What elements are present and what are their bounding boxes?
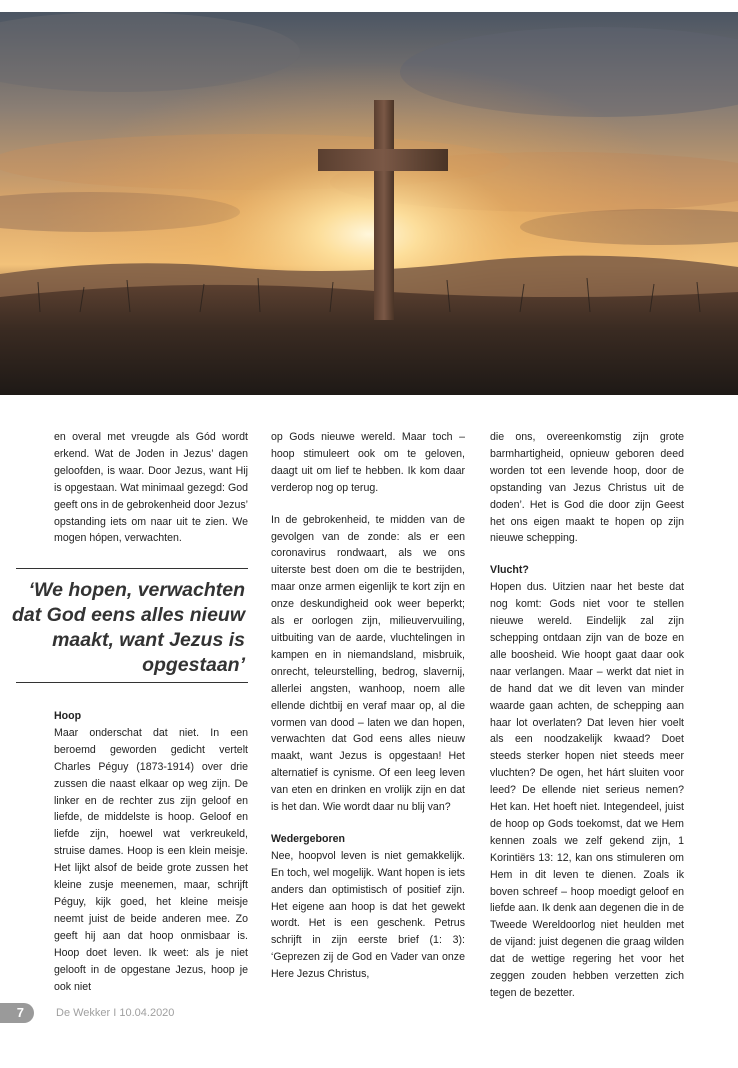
- page-footer: [0, 1003, 738, 1023]
- paragraph-col3-1: die ons, overeenkomstig zijn grote barmhartigheid, opnieuw geboren deed worden tot een levende hoop, door de opstanding van Jezus Christus uit de doden’. Het is God die door zijn Geest het ons eigen maakt te hopen op zijn nieuwe schepping.: [490, 431, 684, 545]
- hero-image-cross-sunset: [0, 12, 738, 395]
- paragraph-intro: en overal met vreugde als Gód wordt erkend. Wat de Joden in Jezus’ dagen geloofden, is waar. Door Jezus, want Hij is opgestaan. Wat minimaal gezegd: God geeft ons in de gebrokenheid door Jezus’ opstanding iets om naar uit te zien. We mogen hópen, verwachten.: [54, 431, 248, 545]
- pull-quote-rule-top: [16, 568, 248, 569]
- publication-info: De Wekker I 10.04.2020: [56, 1007, 175, 1019]
- pull-quote: ‘We hopen, verwachten dat God eens alles nieuw maakt, want Jezus is opgestaan’: [12, 579, 245, 676]
- column-1-hoop: [54, 708, 248, 995]
- paragraph-wedergeboren: Nee, hoopvol leven is niet gemakkelijk. En toch, wel mogelijk. Want hopen is iets anders dan optimistisch of positief zijn. Het eigene aan hoop is dat het gewekt wordt. Het is een geschenk. Petrus schrijft in zijn eerste brief (1: 3): ‘Geprezen zij de God en Vader van onze Here Jezus Christus,: [271, 849, 465, 981]
- paragraph-col2-1: op Gods nieuwe wereld. Maar toch – hoop stimuleert ook om te geloven, daagt uit om lief te hebben. Ik kom daar verderop nog op terug.: [271, 431, 465, 494]
- column-3: [490, 429, 684, 1017]
- page-number-badge: 7: [0, 1003, 34, 1023]
- paragraph-hoop: Maar onderschat dat niet. In een beroemd geworden gedicht vertelt Charles Péguy (1873-1914) over drie zussen die naast elkaar op weg zijn. De linker en de rechter zus zijn geloof en liefde, de middelste is hoop. Geloof en liefde zijn, hoewel wat verkreukeld, struise dames. Hoop is een klein meisje. Het lijkt alsof de beide grote zussen het kleine zusje meenemen, maar, schrijft Péguy, kijk goed, het kleine meisje neemt juist de beide anderen mee. Zo geeft hij aan dat hoop onmisbaar is. Hoop doet leven. Ik weet: als je niet gelooft in de opgestane Jezus, hoop je ook niet: [54, 726, 248, 993]
- section-heading-wedergeboren: Wedergeboren: [271, 832, 345, 845]
- section-heading-hoop: Hoop: [54, 710, 82, 722]
- column-1-intro: [54, 429, 248, 562]
- paragraph-col2-2: In de gebrokenheid, te midden van de gevolgen van de zonde: als er een coronavirus rondwaart, als we ons uiterste best doen om die te bestrijden, maar onze armen eigenlijk te kort zijn en onze deskundigheid ook weer beperkt; als er oorlogen zijn, milieuvervuiling, uitbuiting van de aarde, vluchtelingen in kampen en in niemandsland, misbruik, onrecht, teleurstelling, bedrog, slavernij, allerlei angsten, wanhoop, noem alle ellende dichtbij en veraf maar op, al die vormen van dood – laten we dan hopen, verwachten dat God eens alles nieuw maakt, want Jezus is opgestaan! Het alternatief is cynisme. Of een leeg leven van eten en drinken en vrolijk zijn en dat is het dan. Wie wordt daar nu blij van?: [271, 513, 465, 814]
- section-heading-vlucht: Vlucht?: [490, 564, 529, 577]
- column-2: [271, 429, 465, 998]
- pull-quote-rule-bottom: [16, 682, 248, 683]
- paragraph-vlucht: Hopen dus. Uitzien naar het beste dat nog komt: Gods niet voor te stellen nieuwe wereld. Eindelijk zal zijn schepping ontdaan zijn van de boze en alle boosheid. Wie hoopt gaat daar ook naar verlangen. Maar – werkt dat niet in de hand dat we dit leven van minder waarde gaan achten, de schepping aan haar lot overlaten? Dat leven hier voelt als een noodzakelijk kwaad? Doet steeds sterker hopen niet steeds meer vluchten? De ogen, het hárt sluiten voor leed? De ellende niet serieus nemen? Het kan. Het hoeft niet. Integendeel, juist de hoop op Gods toekomst, dat we Hem kennen zoals we zelf gekend zijn, 1 Korintiërs 13: 12, kan ons stimuleren om Hem in dit leven te dienen. Zoals ik boven schreef – hoop moedigt geloof en liefde aan. Ik denk aan degenen die in de Tweede Wereldoorlog niet heulden met de vijand: juist degenen die graag wilden dat de wettige regering het voor het zeggen zouden hebben verzetten zich tegen de bezetter.: [490, 581, 684, 999]
